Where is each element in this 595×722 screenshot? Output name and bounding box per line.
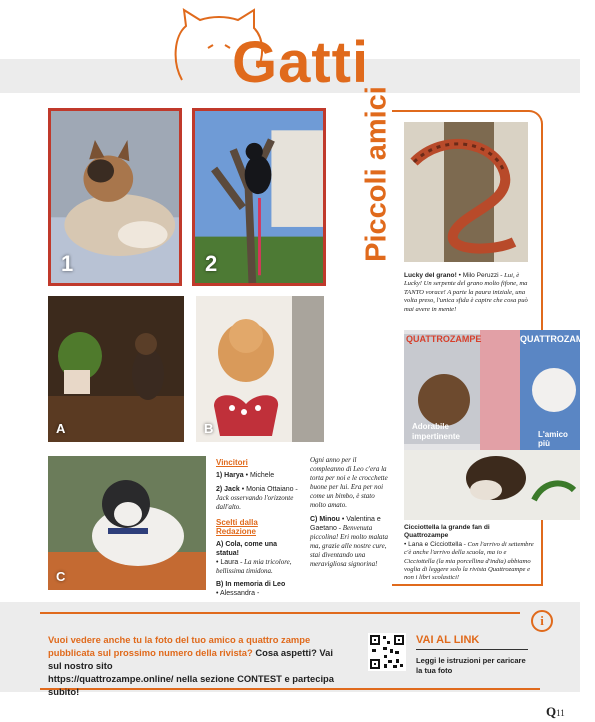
promo-line-2: [48, 646, 348, 672]
editorial-a-owner: • Laura: [216, 559, 239, 566]
photo-b-cat: [196, 296, 324, 442]
winner-2-owner: • Monia Ottaiano: [239, 486, 294, 493]
footer-top-rule: [40, 612, 520, 614]
page-title: Gatti: [232, 30, 370, 95]
photo-number-1: 1: [61, 251, 74, 276]
photo-letter-b: B: [204, 421, 214, 436]
promo-line-3[interactable]: https://quattrozampe.online/ nella sezione CONTEST e partecipa subito!: [48, 673, 334, 697]
editorial-heading: Scelti dalla Redazione: [216, 518, 258, 536]
corn-snake-image: [404, 122, 528, 262]
promo-line-1: Vuoi vedere anche tu la foto del tuo amico a quattro zampe: [48, 634, 311, 645]
promo-line-2b: Cosa aspetti? Vai sul nostro sito: [48, 647, 333, 671]
lucky-text: - Lui, è Lucky! Un serpente del grano molto fifone, ma TANTO vorace! A parte la paura iniziale, una volta preso, l'unica sfida è capire che cosa può mai avere in mente!: [404, 272, 528, 313]
kitten-collar-image: [48, 456, 206, 590]
magazine-brand: QUATTROZAMPE: [406, 334, 482, 344]
editorial-b-title: B) In memoria di Leo: [216, 581, 286, 588]
vai-al-link-button[interactable]: VAI AL LINK: [416, 634, 480, 646]
winner-2-text: - Jack osservando l'orizzonte dall'alto.: [216, 485, 298, 511]
photo-a-cat: [48, 296, 184, 442]
photo-c-cat: [48, 456, 206, 590]
photo-1-cat: [48, 108, 182, 286]
winner-2: [216, 485, 298, 512]
editorial-b: [216, 580, 298, 598]
page-mark: Q: [546, 704, 557, 719]
vai-rule: [416, 649, 528, 650]
magazine-amico: L'amico più: [538, 430, 568, 448]
photo-guinea-pig: [404, 330, 595, 520]
editorial-b-text: Ogni anno per il compleanno di Leo c'era la torta per noi e le crocchette buone per lui. Era per noi come un bimbo, è stato molto amato.: [310, 456, 388, 509]
editorial-column-2: [310, 456, 392, 569]
photo-letter-c: C: [56, 569, 66, 584]
cicciottella-caption: [404, 524, 534, 583]
winners-heading: Vincitori: [216, 458, 248, 467]
page-number: [546, 704, 565, 720]
photo-letter-a: A: [56, 421, 66, 436]
editorial-a: [216, 540, 298, 576]
info-icon: i: [531, 610, 553, 632]
editorial-c-text: - Benvenuta piccolina! Eri molto malata ma, grazie alle nostre cure, stai diventando una meravigliosa signorina!: [310, 524, 388, 568]
winner-1-title: 1) Harya: [216, 472, 244, 479]
magazine-adorabile: Adorabile: [412, 422, 449, 431]
winners-column: [216, 458, 298, 598]
winner-2-title: 2) Jack: [216, 486, 240, 493]
winner-1: [216, 471, 298, 480]
winner-1-owner: • Michele: [243, 472, 275, 479]
magazine-brand-2: QUATTROZAMPE: [520, 334, 595, 344]
lucky-caption: [404, 272, 530, 314]
editorial-c-title: C) Minou: [310, 516, 340, 523]
cicciottella-title: Cicciottella la grande fan di Quattrozampe: [404, 524, 490, 540]
cicciottella-text: - Con l'arrivo di settembre c'è anche l'arrivo della scuola, ma io e Cicciottella (la mia porcellina d'india) abbiamo voglia di leggere solo la rivista Quattrozampe e non i libri scolastici!: [404, 540, 534, 582]
qr-code-icon[interactable]: [368, 633, 406, 671]
lucky-owner: • Milo Peruzzi: [456, 272, 499, 279]
editorial-c: [310, 515, 392, 569]
editorial-a-text: - La mia tricolore, bellissima timidona.: [216, 558, 292, 575]
photo-2-cat: [192, 108, 326, 286]
editorial-a-title: A) Cola, come una statua!: [216, 541, 278, 557]
instructions-text: Leggi le istruzioni per caricare la tua foto: [416, 656, 526, 675]
page-number-value: 11: [556, 708, 565, 718]
promo-text: [48, 633, 348, 698]
editorial-b-owner: • Alessandra -: [216, 590, 260, 597]
orange-cat-cake-image: [196, 296, 324, 442]
lucky-title: Lucky del grano!: [404, 272, 457, 279]
photo-number-2: 2: [205, 251, 218, 276]
photo-snake: [404, 122, 528, 262]
cicciottella-owner: • Lana e Cicciottella: [404, 540, 463, 548]
magazine-impertinente: impertinente: [412, 432, 461, 441]
editorial-c-owner: • Valentina e Gaetano: [310, 516, 381, 532]
section-title: Piccoli amici: [360, 86, 393, 262]
tortoiseshell-cat-image: [48, 296, 184, 442]
promo-line-2a: pubblicata sul prossimo numero della rivista?: [48, 647, 253, 658]
